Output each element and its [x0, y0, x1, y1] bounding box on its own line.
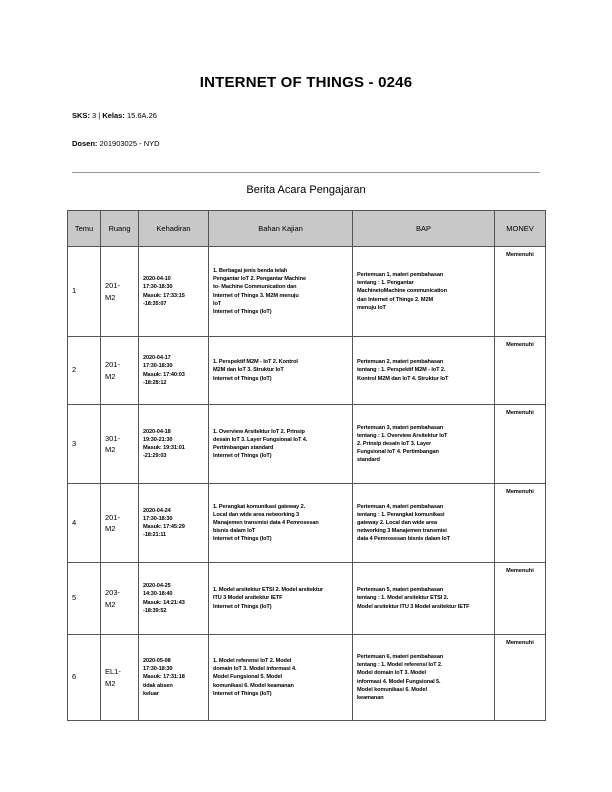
cell-bahan-kajian: 1. Perangkat komunikasi gateway 2. Local dan wide area networking 3 Manajemen transmisi data 4 Pemrosesan bisnis dalam IoT Internet of Things (IoT)	[209, 484, 353, 563]
cell-kehadiran: 2020-04-24 17:30-18:30 Masuk: 17:45:29 -18:21:11	[139, 484, 209, 563]
table-row	[68, 405, 546, 484]
berita-acara-table	[67, 210, 546, 721]
cell-bahan-kajian: 1. Model referensi IoT 2. Model domain IoT 3. Model informasi 4. Model Fungsional 5. Model komunikasi 6. Model keamanan Internet of Things (IoT)	[209, 635, 353, 721]
kelas-value: 15.6A.26	[126, 111, 157, 120]
cell-bahan-kajian: 1. Perspektif M2M - IoT 2. Kontrol M2M dan IoT 3. Struktur IoT Internet of Things (IoT)	[209, 337, 353, 405]
cell-temu: 6	[68, 635, 101, 721]
section-title: Berita Acara Pengajaran	[246, 184, 366, 196]
header-kehadiran: Kehadiran	[139, 211, 209, 247]
sks-value: 3	[92, 111, 97, 120]
cell-monev: Memenuhi	[495, 337, 546, 405]
cell-temu: 5	[68, 563, 101, 635]
header-bap: BAP	[353, 211, 495, 247]
cell-kehadiran: 2020-04-10 17:30-18:30 Masuk: 17:33:15 -18:35:07	[139, 247, 209, 337]
header-temu: Temu	[68, 211, 101, 247]
cell-ruang: EL1- M2	[101, 635, 139, 721]
cell-kehadiran: 2020-04-18 19:30-21:30 Masuk: 19:31:01 -21:29:03	[139, 405, 209, 484]
header-ruang: Ruang	[101, 211, 139, 247]
separator: |	[98, 111, 101, 120]
cell-temu: 3	[68, 405, 101, 484]
cell-ruang: 201- M2	[101, 337, 139, 405]
header-monev: MONEV	[495, 211, 546, 247]
cell-kehadiran: 2020-04-25 14:30-18:40 Masuk: 14:21:43 -18:39:52	[139, 563, 209, 635]
cell-bap: Pertemuan 2, materi pembahasan tentang : 1. Perspektif M2M - IoT 2. Kontrol M2M dan IoT 4. Struktur IoT	[353, 337, 495, 405]
divider	[72, 172, 540, 173]
cell-bap: Pertemuan 4, materi pembahasan tentang : 1. Perangkat komunikasi gateway 2. Local dan wide area networking 3 Manajemen transmisi data 4 Pemrosesan bisnis dalam IoT	[353, 484, 495, 563]
cell-temu: 4	[68, 484, 101, 563]
table-row	[68, 484, 546, 563]
cell-temu: 1	[68, 247, 101, 337]
cell-monev: Memenuhi	[495, 484, 546, 563]
cell-kehadiran: 2020-04-17 17:30-18:30 Masuk: 17:40:03 -18:28:12	[139, 337, 209, 405]
table-row	[68, 635, 546, 721]
table-row	[68, 247, 546, 337]
cell-bap: Pertemuan 6, materi pembahasan tentang : 1. Model referensi IoT 2. Model domain IoT 3. Model informasi 4. Model Fungsional 5. Model komunikasi 6. Model keamanan	[353, 635, 495, 721]
sks-label: SKS:	[72, 111, 90, 120]
cell-monev: Memenuhi	[495, 563, 546, 635]
cell-ruang: 201- M2	[101, 247, 139, 337]
cell-monev: Memenuhi	[495, 247, 546, 337]
cell-temu: 2	[68, 337, 101, 405]
dosen-value: 201903025 - NYD	[99, 139, 160, 148]
dosen-label: Dosen:	[72, 139, 98, 148]
dosen-line	[72, 139, 160, 148]
cell-ruang: 301- M2	[101, 405, 139, 484]
table-header-row	[68, 211, 546, 247]
kelas-label: Kelas:	[102, 111, 125, 120]
cell-ruang: 203- M2	[101, 563, 139, 635]
table-row	[68, 563, 546, 635]
header-bahan-kajian: Bahan Kajian	[209, 211, 353, 247]
table-row	[68, 337, 546, 405]
cell-kehadiran: 2020-05-08 17:30-18:30 Masuk: 17:31:18 tidak absen keluar	[139, 635, 209, 721]
cell-monev: Memenuhi	[495, 635, 546, 721]
cell-bahan-kajian: 1. Model arsitektur ETSI 2. Model arsitektur ITU 3 Model arsitektur IETF Internet of Things (IoT)	[209, 563, 353, 635]
sks-kelas-line	[72, 111, 157, 120]
cell-monev: Memenuhi	[495, 405, 546, 484]
cell-bap: Pertemuan 5, materi pembahasan tentang : 1. Model arsitektur ETSI 2. Model arsitektur ITU 3 Model arsitektur IETF	[353, 563, 495, 635]
cell-bahan-kajian: 1. Berbagai jenis benda telah Pengantar IoT 2. Pengantar Machine to- Machine Communication dan Internet of Things 3. M2M menuju IoT Internet of Things (IoT)	[209, 247, 353, 337]
cell-bahan-kajian: 1. Overview Arsitektur IoT 2. Prinsip desain IoT 3. Layer Fungsional IoT 4. Pertimbangan standard Internet of Things (IoT)	[209, 405, 353, 484]
cell-ruang: 201- M2	[101, 484, 139, 563]
cell-bap: Pertemuan 3, materi pembahasan tentang : 1. Overview Arsitektur IoT 2. Prinsip desain IoT 3. Layer Fungsional IoT 4. Pertimbangan standard	[353, 405, 495, 484]
cell-bap: Pertemuan 1, materi pembahasan tentang : 1. Pengantar MachinetoMachine communication dan Internet of Things 2. M2M menuju IoT	[353, 247, 495, 337]
document-title: INTERNET OF THINGS - 0246	[199, 74, 413, 91]
